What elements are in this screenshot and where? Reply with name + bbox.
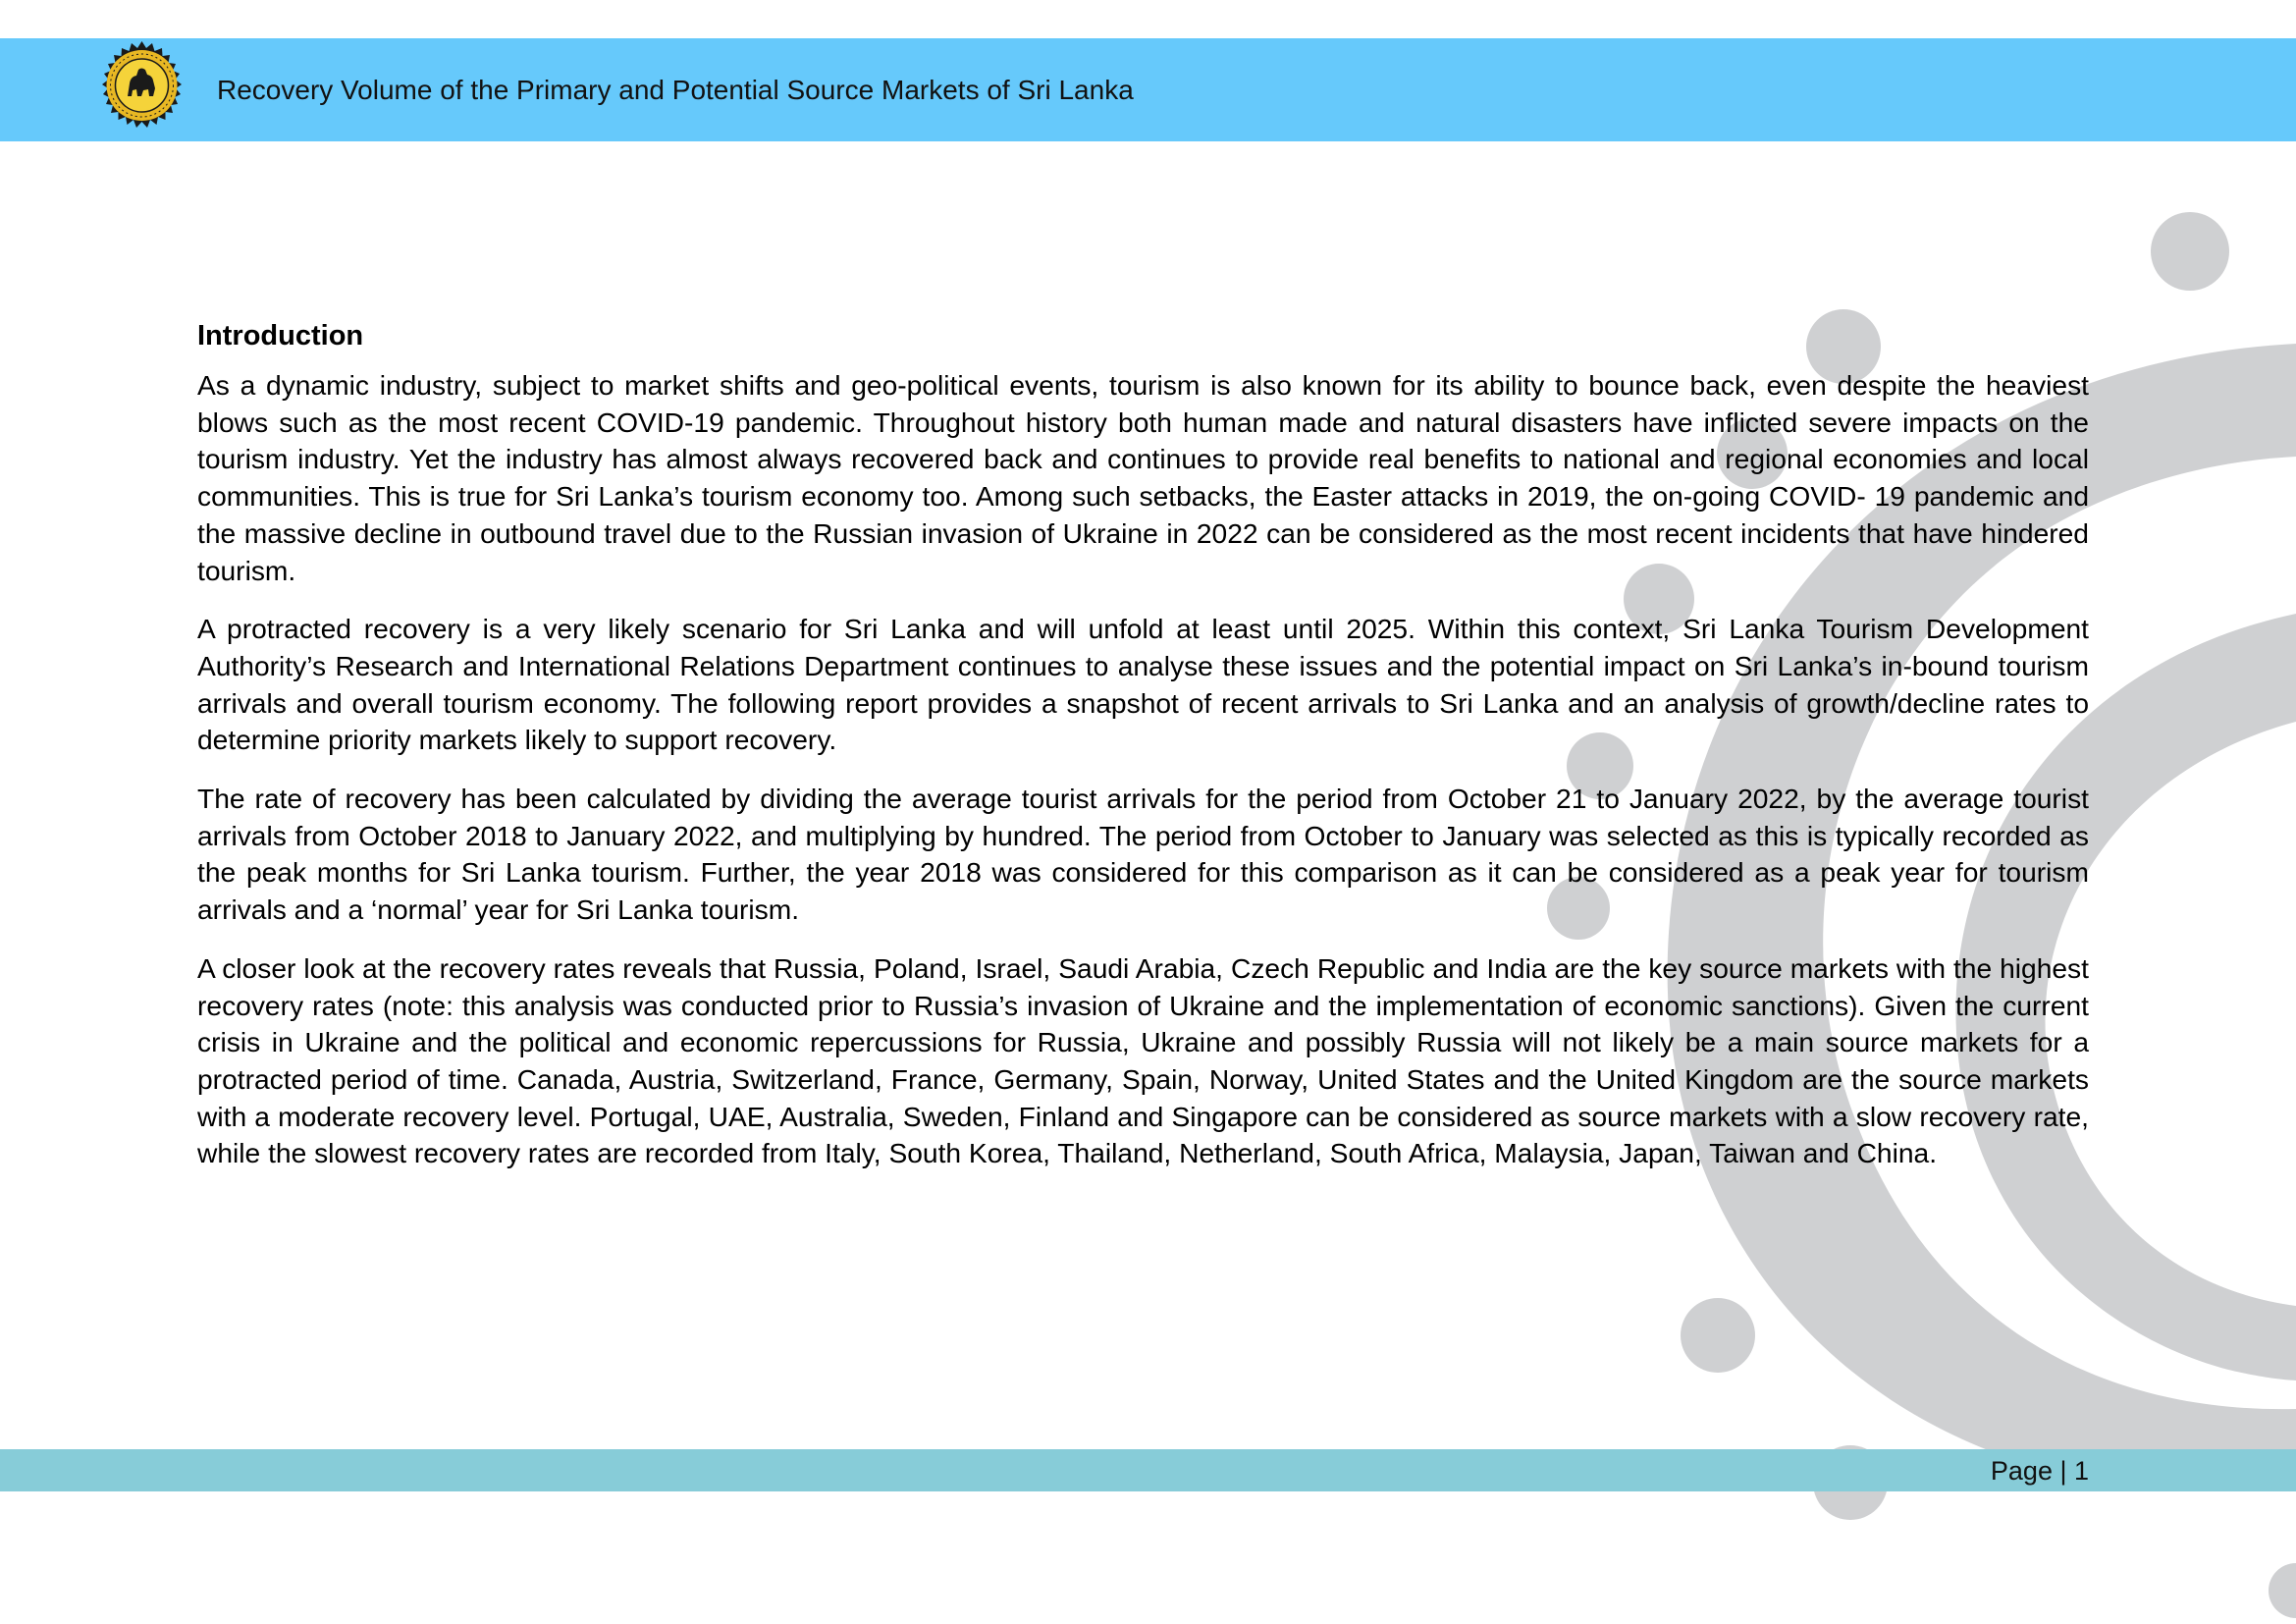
footer-band (0, 1449, 2296, 1491)
watermark-dot (2269, 1563, 2296, 1618)
document-header-title: Recovery Volume of the Primary and Potential Source Markets of Sri Lanka (217, 75, 1134, 105)
watermark-dot (1681, 1298, 1755, 1373)
page-number: Page | 1 (1990, 1456, 2089, 1486)
section-heading: Introduction (197, 320, 364, 352)
body-paragraph: A protracted recovery is a very likely scenario for Sri Lanka and will unfold at least until 2025. Within this context, Sri Lanka Tourism Development Authority’s Research and International Relations Department continues to analyse these issues and the potential impact on Sri Lanka’s in-bound tourism arrivals and overall tourism economy. The following report provides a snapshot of recent arrivals to Sri Lanka and an analysis of growth/decline rates to determine priority markets likely to support recovery. (197, 613, 2089, 756)
document-body (197, 316, 2089, 1194)
watermark-dot (2151, 212, 2229, 291)
sltda-emblem-icon (90, 39, 193, 142)
body-paragraph: A closer look at the recovery rates reveals that Russia, Poland, Israel, Saudi Arabia, Czech Republic and India are the key source markets with the highest recovery rates (note: this analysis was conducted prior to Russia’s invasion of Ukraine and the implementation of economic sanctions). Given the current crisis in Ukraine and the political and economic repercussions for Russia, Ukraine and possibly Russia will not likely be a main source markets for a protracted period of time. Canada, Austria, Switzerland, France, Germany, Spain, Norway, United States and the United Kingdom are the source markets with a moderate recovery level. Portugal, UAE, Australia, Sweden, Finland and Singapore can be considered as source markets with a slow recovery rate, while the slowest recovery rates are recorded from Italy, South Korea, Thailand, Netherland, South Africa, Malaysia, Japan, Taiwan and China. (197, 951, 2089, 1169)
body-paragraph: As a dynamic industry, subject to market shifts and geo-political events, tourism is also known for its ability to bounce back, even despite the heaviest blows such as the most recent COVID-19 pandemic. Throughout history both human made and natural disasters have inflicted severe impacts on the tourism industry. Yet the industry has almost always recovered back and continues to provide real benefits to national and regional economies and local communities. This is true for Sri Lanka’s tourism economy too. Among such setbacks, the Easter attacks in 2019, the on-going COVID- 19 pandemic and the massive decline in outbound travel due to the Russian invasion of Ukraine in 2022 can be considered as the most recent incidents that have hindered tourism. (197, 369, 2089, 586)
body-paragraph: The rate of recovery has been calculated by dividing the average tourist arrivals for the period from October 21 to January 2022, by the average tourist arrivals from October 2018 to January 2022, and multiplying by hundred. The period from October to January was selected as this is typically recorded as the peak months for Sri Lanka tourism. Further, the year 2018 was considered for this comparison as it can be considered as a peak year for tourism arrivals and a ‘normal’ year for Sri Lanka tourism. (197, 783, 2089, 926)
